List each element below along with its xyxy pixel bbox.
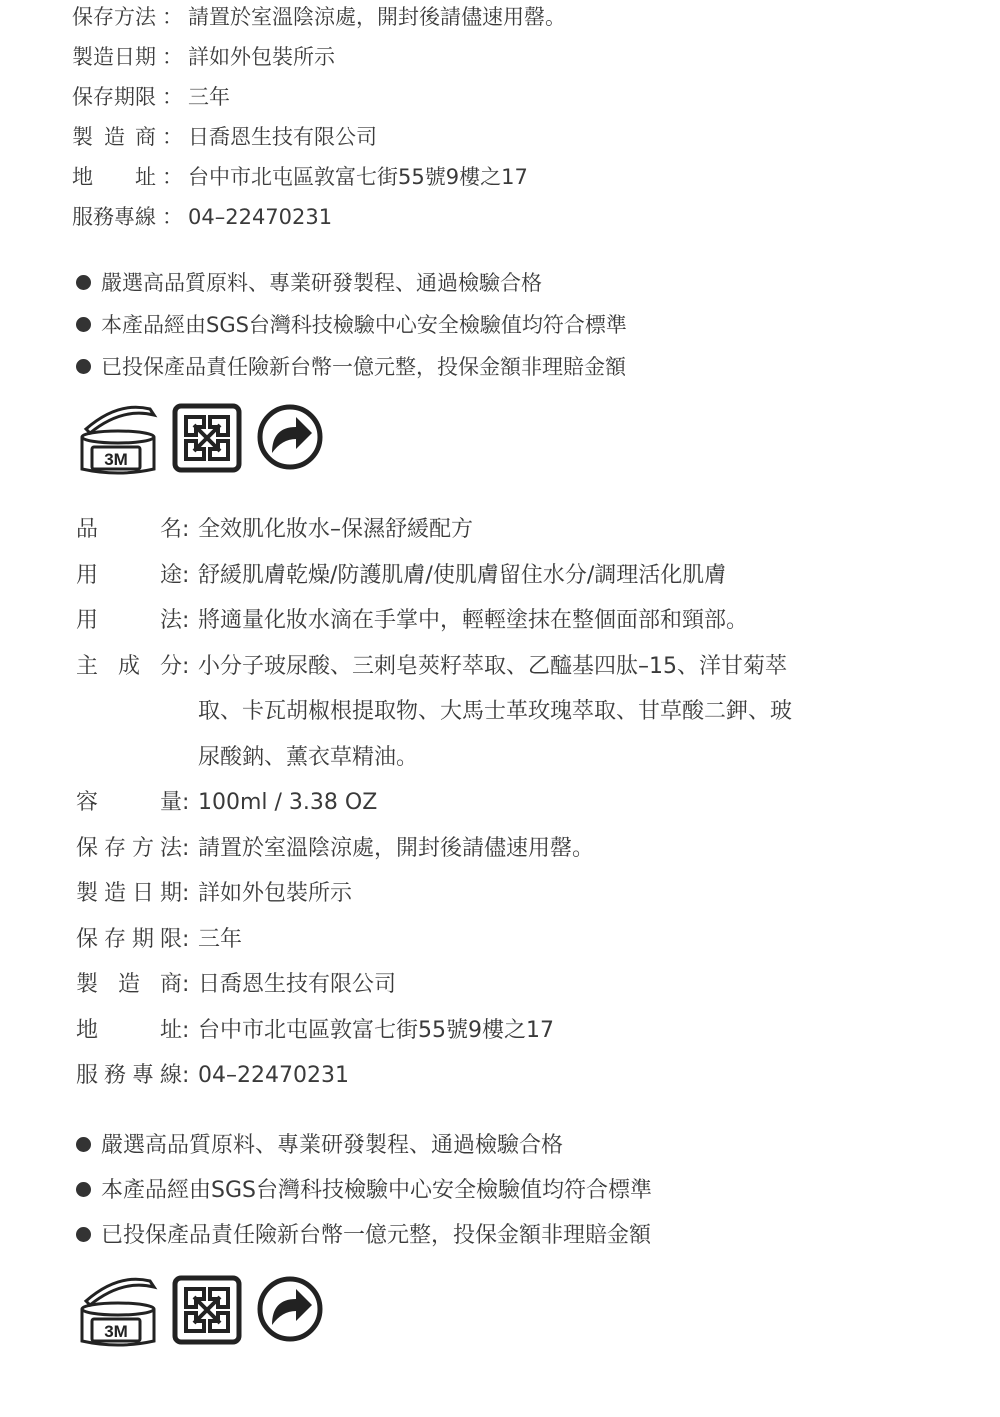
label-char: 方 xyxy=(132,835,155,861)
label-char: 務 xyxy=(104,1063,127,1088)
label-char: 存 xyxy=(93,85,114,109)
label-colon: ： xyxy=(162,45,183,69)
label-char: 製 xyxy=(76,972,99,997)
label-char: 務 xyxy=(93,205,114,229)
bullet-text: 已投保產品責任險新台幣一億元整，投保金額非理賠金額 xyxy=(101,1223,652,1248)
label-char: 成 xyxy=(118,653,141,679)
label-colon: : xyxy=(182,517,190,542)
label-colon: : xyxy=(182,926,190,952)
info-label xyxy=(76,972,196,998)
bullet-text: 嚴選高品質原料、專業研發製程、通過檢驗合格 xyxy=(101,1133,564,1158)
feature-bullet xyxy=(76,271,542,295)
feature-bullet xyxy=(76,355,626,379)
label-char: 期 xyxy=(132,926,155,952)
label-char: 服 xyxy=(76,1063,99,1088)
label-char: 存 xyxy=(93,5,114,29)
info-label xyxy=(76,563,196,589)
label-char: 線 xyxy=(160,1063,183,1088)
bullet-text: 本產品經由SGS台灣科技檢驗中心安全檢驗值均符合標準 xyxy=(101,1178,652,1203)
label-char: 主 xyxy=(76,653,99,679)
info-value: 取、卡瓦胡椒根提取物、大馬士革玫瑰萃取、甘草酸二鉀、玻 xyxy=(198,699,793,724)
label-char: 商 xyxy=(160,972,183,997)
bullet-text: 本產品經由SGS台灣科技檢驗中心安全檢驗值均符合標準 xyxy=(101,313,627,337)
label-colon: : xyxy=(182,972,190,997)
label-colon: ： xyxy=(162,205,183,229)
info-value: 尿酸鈉、薰衣草精油。 xyxy=(198,744,419,770)
label-char: 造 xyxy=(104,125,125,149)
label-char: 保 xyxy=(76,926,99,952)
label-char: 期 xyxy=(114,85,135,109)
label-char: 用 xyxy=(76,562,99,588)
label-char: 分 xyxy=(160,653,183,679)
label-char: 期 xyxy=(160,881,183,906)
info-value: 台中市北屯區敦富七街55號9樓之17 xyxy=(188,165,528,189)
bullet-dot-icon xyxy=(76,1227,91,1242)
label-char: 服 xyxy=(72,205,93,229)
label-colon: : xyxy=(182,835,190,861)
label-char: 址 xyxy=(160,1017,183,1043)
info-value: 舒緩肌膚乾燥/防護肌膚/使肌膚留住水分/調理活化肌膚 xyxy=(198,562,727,588)
bullet-dot-icon xyxy=(76,359,91,374)
label-char: 限 xyxy=(160,926,183,952)
label-char: 製 xyxy=(72,125,93,149)
feature-bullet xyxy=(76,1179,652,1203)
label-char: 址 xyxy=(135,165,156,189)
label-char: 保 xyxy=(72,5,93,29)
bullet-text: 已投保產品責任險新台幣一億元整，投保金額非理賠金額 xyxy=(101,355,626,379)
info-label xyxy=(76,654,196,680)
label-char: 方 xyxy=(114,5,135,29)
label-char: 存 xyxy=(104,926,127,952)
label-char: 量 xyxy=(160,790,183,815)
info-label xyxy=(76,790,196,816)
label-colon: : xyxy=(182,881,190,906)
label-char: 保 xyxy=(72,85,93,109)
label-colon: ： xyxy=(162,85,183,109)
bullet-dot-icon xyxy=(76,1182,91,1197)
feature-bullet xyxy=(76,1134,563,1158)
certification-icons xyxy=(78,1275,338,1355)
label-colon: ： xyxy=(162,125,183,149)
info-value: 日喬恩生技有限公司 xyxy=(198,972,397,997)
info-label xyxy=(76,517,196,543)
label-char: 地 xyxy=(72,165,93,189)
info-value: 請置於室溫陰涼處，開封後請儘速用罄。 xyxy=(188,5,566,29)
info-label xyxy=(76,836,196,862)
info-value: 請置於室溫陰涼處，開封後請儘速用罄。 xyxy=(198,835,595,861)
info-label xyxy=(76,1063,196,1089)
label-colon: ： xyxy=(162,5,183,29)
label-char: 日 xyxy=(132,881,155,906)
label-char: 容 xyxy=(76,790,99,815)
label-char: 法 xyxy=(135,5,156,29)
label-char: 線 xyxy=(135,205,156,229)
info-value: 詳如外包裝所示 xyxy=(198,881,353,906)
recycle-icon xyxy=(172,1275,242,1345)
certification-icons xyxy=(78,403,338,483)
info-value: 全效肌化妝水–保濕舒緩配方 xyxy=(198,517,474,542)
open-jar-3m-icon xyxy=(78,1275,158,1349)
info-value: 三年 xyxy=(188,85,230,109)
label-char: 限 xyxy=(135,85,156,109)
label-char: 用 xyxy=(76,608,99,633)
info-label xyxy=(76,1018,196,1044)
label-char: 專 xyxy=(132,1063,155,1088)
label-char: 製 xyxy=(76,881,99,906)
icon-3m-label: 3M xyxy=(104,450,128,469)
label-char: 期 xyxy=(135,45,156,69)
label-char: 製 xyxy=(72,45,93,69)
label-char: 專 xyxy=(114,205,135,229)
recycle-icon xyxy=(172,403,242,473)
label-colon: : xyxy=(182,608,190,633)
green-dot-icon xyxy=(256,1275,324,1343)
info-value: 日喬恩生技有限公司 xyxy=(188,125,377,149)
label-char: 造 xyxy=(118,972,141,997)
label-char: 品 xyxy=(76,517,99,542)
info-value: 100ml / 3.38 OZ xyxy=(198,790,378,815)
info-value: 04–22470231 xyxy=(188,205,333,229)
label-colon: : xyxy=(182,1017,190,1043)
label-colon: ： xyxy=(162,165,183,189)
bullet-dot-icon xyxy=(76,317,91,332)
bullet-dot-icon xyxy=(76,275,91,290)
open-jar-3m-icon xyxy=(78,403,158,477)
label-char: 名 xyxy=(160,517,183,542)
info-value: 三年 xyxy=(198,926,243,952)
info-value: 04–22470231 xyxy=(198,1063,349,1088)
green-dot-icon xyxy=(256,403,324,471)
label-colon: : xyxy=(182,790,190,815)
label-colon: : xyxy=(182,653,190,679)
label-char: 途 xyxy=(160,562,183,588)
info-label xyxy=(76,608,196,634)
info-value: 詳如外包裝所示 xyxy=(188,45,335,69)
label-char: 法 xyxy=(160,835,183,861)
label-char: 法 xyxy=(160,608,183,633)
info-label xyxy=(76,927,196,953)
label-char: 造 xyxy=(93,45,114,69)
label-char: 保 xyxy=(76,835,99,861)
feature-bullet xyxy=(76,313,627,337)
label-char: 存 xyxy=(104,835,127,861)
label-colon: : xyxy=(182,1063,190,1088)
info-value: 台中市北屯區敦富七街55號9樓之17 xyxy=(198,1017,554,1043)
feature-bullet xyxy=(76,1224,651,1248)
label-char: 地 xyxy=(76,1017,99,1043)
label-char: 商 xyxy=(135,125,156,149)
label-char: 造 xyxy=(104,881,127,906)
bullet-dot-icon xyxy=(76,1137,91,1152)
label-colon: : xyxy=(182,562,190,588)
info-value: 小分子玻尿酸、三刺皂莢籽萃取、乙醯基四肽–15、洋甘菊萃 xyxy=(198,653,787,679)
info-label xyxy=(76,881,196,907)
info-value: 將適量化妝水滴在手掌中，輕輕塗抹在整個面部和頸部。 xyxy=(198,608,749,633)
bullet-text: 嚴選高品質原料、專業研發製程、通過檢驗合格 xyxy=(101,271,542,295)
label-char: 日 xyxy=(114,45,135,69)
icon-3m-label: 3M xyxy=(104,1322,128,1341)
